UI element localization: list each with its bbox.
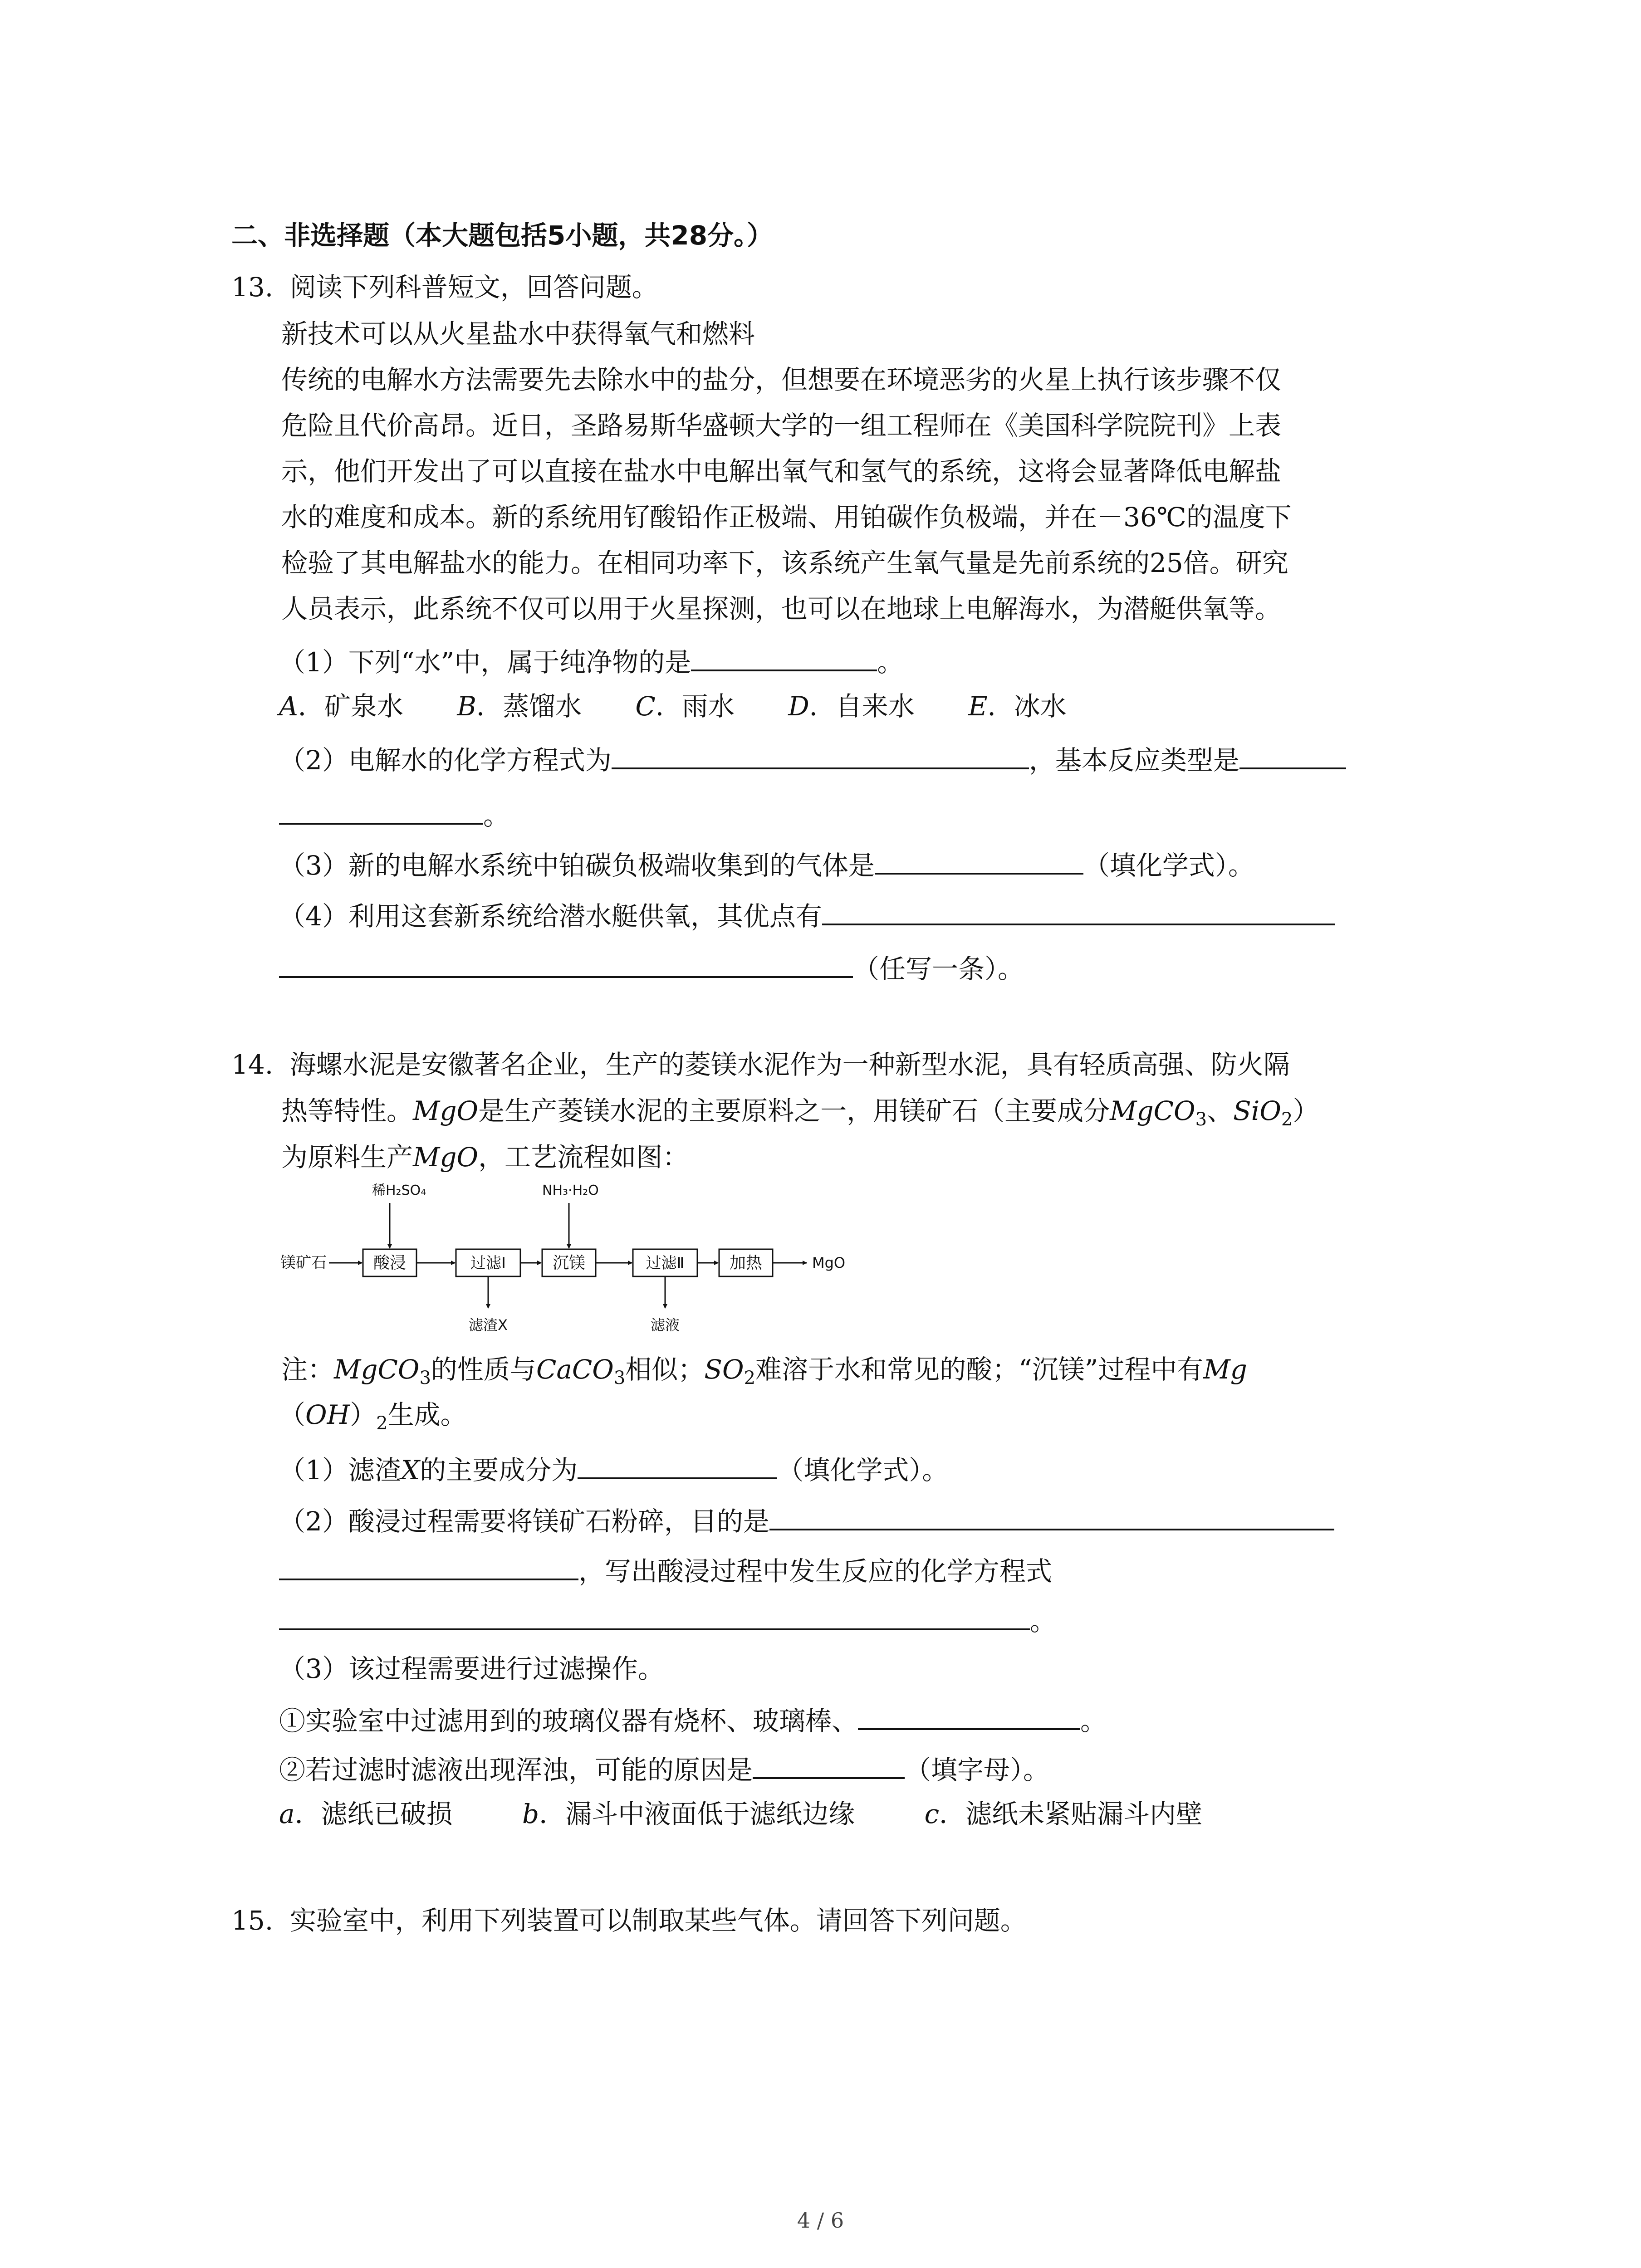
sub-question-text: （填化学式）。	[777, 1455, 949, 1486]
answer-blank[interactable]	[279, 799, 483, 825]
flow-start-label: 镁矿石	[280, 1254, 327, 1272]
option-letter: D	[788, 691, 809, 722]
option-letter: c	[924, 1799, 940, 1829]
article-line: 检验了其电解盐水的能力。在相同功率下，该系统产生氧气量是先前系统的25倍。研究	[281, 547, 1288, 578]
sub-question-text: （3）新的电解水系统中铂碳负极端收集到的气体是	[279, 850, 875, 881]
subscript: 2	[1281, 1109, 1293, 1130]
note-text: 的性质与	[431, 1354, 536, 1385]
answer-blank[interactable]	[822, 900, 1335, 925]
flow-step-label: 过滤Ⅱ	[646, 1254, 685, 1272]
sub-question-text: （4）利用这套新系统给潜水艇供氧，其优点有	[279, 901, 822, 932]
subscript: 3	[1195, 1109, 1207, 1130]
sub-question-2-continued	[279, 1605, 1057, 1637]
answer-blank[interactable]	[769, 1505, 1334, 1530]
flow-step-label: 加热	[729, 1254, 763, 1272]
question-text: ，工艺流程如图：	[478, 1142, 689, 1173]
option-text: ．漏斗中液面低于滤纸边缘	[539, 1799, 855, 1829]
answer-blank[interactable]	[578, 1454, 777, 1479]
sub-question-text: （填化学式）。	[1083, 850, 1254, 881]
option-text: ．滤纸未紧贴漏斗内壁	[939, 1799, 1203, 1829]
formula-mgco3: MgCO	[1110, 1095, 1195, 1126]
formula-mgo: MgO	[413, 1095, 479, 1126]
question-text: 海螺水泥是安徽著名企业，生产的菱镁水泥作为一种新型水泥，具有轻质高强、防火隔	[289, 1049, 1290, 1080]
article-line: 危险且代价高昂。近日，圣路易斯华盛顿大学的一组工程师在《美国科学院院刊》上表	[281, 410, 1282, 441]
sub-question-text: （任写一条）。	[853, 953, 1024, 984]
option-a[interactable]	[279, 691, 403, 722]
option-text: ．冰水	[987, 691, 1067, 722]
flow-reagent-label: 稀H₂SO₄	[372, 1183, 426, 1198]
question-13-intro	[231, 272, 658, 303]
sub-question-1	[279, 646, 904, 678]
subscript: 2	[744, 1368, 756, 1388]
answer-options	[279, 1801, 1202, 1827]
sub-question-2	[279, 1505, 1334, 1535]
sub-question-text: （1）下列“水”中，属于纯净物的是	[279, 647, 691, 678]
sub-question-text: ②若过滤时滤液出现浑浊，可能的原因是	[279, 1755, 753, 1785]
page-number: 4 / 6	[797, 2208, 844, 2233]
sub-question-text: （2）酸浸过程需要将镁矿石粉碎，目的是	[279, 1506, 769, 1537]
question-14-note-continued	[279, 1399, 467, 1434]
option-b[interactable]	[522, 1799, 855, 1829]
question-14-note	[281, 1356, 1247, 1387]
article-line: 传统的电解水方法需要先去除水中的盐分，但想要在环境恶劣的火星上执行该步骤不仅	[281, 364, 1282, 395]
question-text: 阅读下列科普短文，回答问题。	[289, 272, 658, 303]
punctuation: 、	[1207, 1095, 1234, 1126]
formula-caco3: CaCO	[536, 1354, 614, 1385]
question-number: 13.	[231, 272, 274, 303]
punctuation: 。	[877, 647, 904, 678]
question-number: 15.	[231, 1905, 274, 1936]
sub-question-2-continued	[279, 799, 509, 829]
sub-question-2	[279, 744, 1346, 776]
question-text: 实验室中，利用下列装置可以制取某些气体。请回答下列问题。	[289, 1905, 1027, 1936]
formula-mgco3: MgCO	[334, 1354, 420, 1385]
answer-blank[interactable]	[612, 744, 1029, 769]
section-title: 二、非选择题（本大题包括5小题，共28分。）	[231, 220, 774, 251]
option-e[interactable]	[968, 691, 1066, 722]
article-line: 示，他们开发出了可以直接在盐水中电解出氧气和氢气的系统，这将会显著降低电解盐	[281, 456, 1282, 487]
formula-sio2: SiO	[1233, 1095, 1281, 1126]
sub-question-text: （填字母）。	[905, 1755, 1050, 1785]
formula-oh: OH	[305, 1399, 350, 1430]
option-text: ．滤纸已破损	[294, 1799, 453, 1829]
note-text: 注：	[281, 1354, 334, 1385]
punctuation: 。	[1080, 1706, 1107, 1736]
article-title: 新技术可以从火星盐水中获得氧气和燃料	[281, 318, 755, 349]
flow-step-label: 沉镁	[552, 1254, 586, 1272]
process-flow-diagram	[277, 1175, 903, 1338]
answer-blank[interactable]	[1239, 744, 1346, 769]
formula-so2: SO	[704, 1354, 744, 1385]
answer-blank[interactable]	[753, 1754, 905, 1779]
article-line: 水的难度和成本。新的系统用钌酸铅作正极端、用铂碳作负极端，并在－36℃的温度下	[281, 502, 1292, 533]
option-letter: E	[968, 691, 988, 722]
formula-mg: Mg	[1203, 1354, 1247, 1385]
option-letter: a	[279, 1799, 295, 1829]
question-text: 是生产菱镁水泥的主要原料之一，用镁矿石（主要成分	[478, 1095, 1110, 1126]
option-d[interactable]	[788, 691, 915, 722]
option-text: ．蒸馏水	[476, 691, 582, 722]
sub-question-3	[279, 849, 1254, 879]
sub-question-3-part-2	[279, 1754, 1049, 1783]
answer-blank[interactable]	[279, 1555, 578, 1580]
flow-output-label: 滤液	[650, 1316, 680, 1334]
sub-question-text: ，写出酸浸过程中发生反应的化学方程式	[578, 1556, 1053, 1587]
question-14-line	[281, 1142, 689, 1173]
note-text: 相似；	[625, 1354, 705, 1385]
answer-blank[interactable]	[858, 1705, 1080, 1730]
subscript: 3	[613, 1368, 626, 1388]
flow-step-label: 过滤Ⅰ	[470, 1254, 506, 1272]
option-text: ．自来水	[809, 691, 915, 722]
note-text: 难溶于水和常见的酸；“沉镁”过程中有	[755, 1354, 1204, 1385]
sub-question-text: ，基本反应类型是	[1029, 745, 1239, 776]
note-text: 生成。	[387, 1399, 467, 1430]
note-text: ）	[350, 1399, 377, 1430]
option-letter: C	[635, 691, 656, 722]
variable-x: X	[401, 1455, 420, 1486]
sub-question-4	[279, 900, 1335, 932]
option-a[interactable]	[279, 1799, 453, 1829]
question-number: 14.	[231, 1049, 274, 1080]
question-14-line	[281, 1095, 1319, 1130]
punctuation: 。	[1030, 1606, 1057, 1637]
flow-output-label: 滤渣X	[469, 1316, 508, 1334]
sub-question-3-part-1	[279, 1705, 1107, 1734]
punctuation: ）	[1293, 1095, 1319, 1126]
answer-blank[interactable]	[875, 849, 1083, 875]
option-b[interactable]	[457, 691, 582, 722]
flow-end-label: MgO	[812, 1254, 846, 1271]
option-c[interactable]	[635, 691, 734, 722]
answer-options	[279, 691, 1067, 722]
formula-mgo: MgO	[413, 1142, 479, 1173]
question-14-line	[231, 1051, 1290, 1078]
question-text: 热等特性。	[281, 1095, 413, 1126]
sub-question-1	[279, 1454, 949, 1486]
question-15-line	[231, 1907, 1027, 1934]
option-letter: A	[279, 691, 298, 722]
sub-question-text: ①实验室中过滤用到的玻璃仪器有烧杯、玻璃棒、	[279, 1706, 858, 1736]
sub-question-2-continued	[279, 1555, 1053, 1587]
note-text: （	[279, 1399, 306, 1430]
answer-blank[interactable]	[691, 646, 877, 671]
question-text: 为原料生产	[281, 1142, 413, 1173]
option-letter: B	[457, 691, 476, 722]
option-text: ．雨水	[655, 691, 735, 722]
sub-question-4-continued	[279, 953, 1024, 982]
answer-blank[interactable]	[279, 953, 853, 978]
option-letter: b	[522, 1799, 539, 1829]
sub-question-text: （1）滤渣	[279, 1455, 401, 1486]
subscript: 3	[419, 1368, 431, 1388]
flow-reagent-label: NH₃·H₂O	[542, 1183, 599, 1198]
answer-blank[interactable]	[279, 1605, 1030, 1630]
option-text: ．矿泉水	[298, 691, 403, 722]
flow-step-label: 酸浸	[373, 1254, 407, 1272]
sub-question-3: （3）该过程需要进行过滤操作。	[279, 1653, 664, 1684]
subscript: 2	[376, 1413, 388, 1434]
option-c[interactable]	[925, 1799, 1203, 1829]
punctuation: 。	[483, 800, 510, 831]
sub-question-text: （2）电解水的化学方程式为	[279, 745, 612, 776]
article-line: 人员表示，此系统不仅可以用于火星探测，也可以在地球上电解海水，为潜艇供氧等。	[281, 593, 1282, 624]
sub-question-text: 的主要成分为	[420, 1455, 578, 1486]
